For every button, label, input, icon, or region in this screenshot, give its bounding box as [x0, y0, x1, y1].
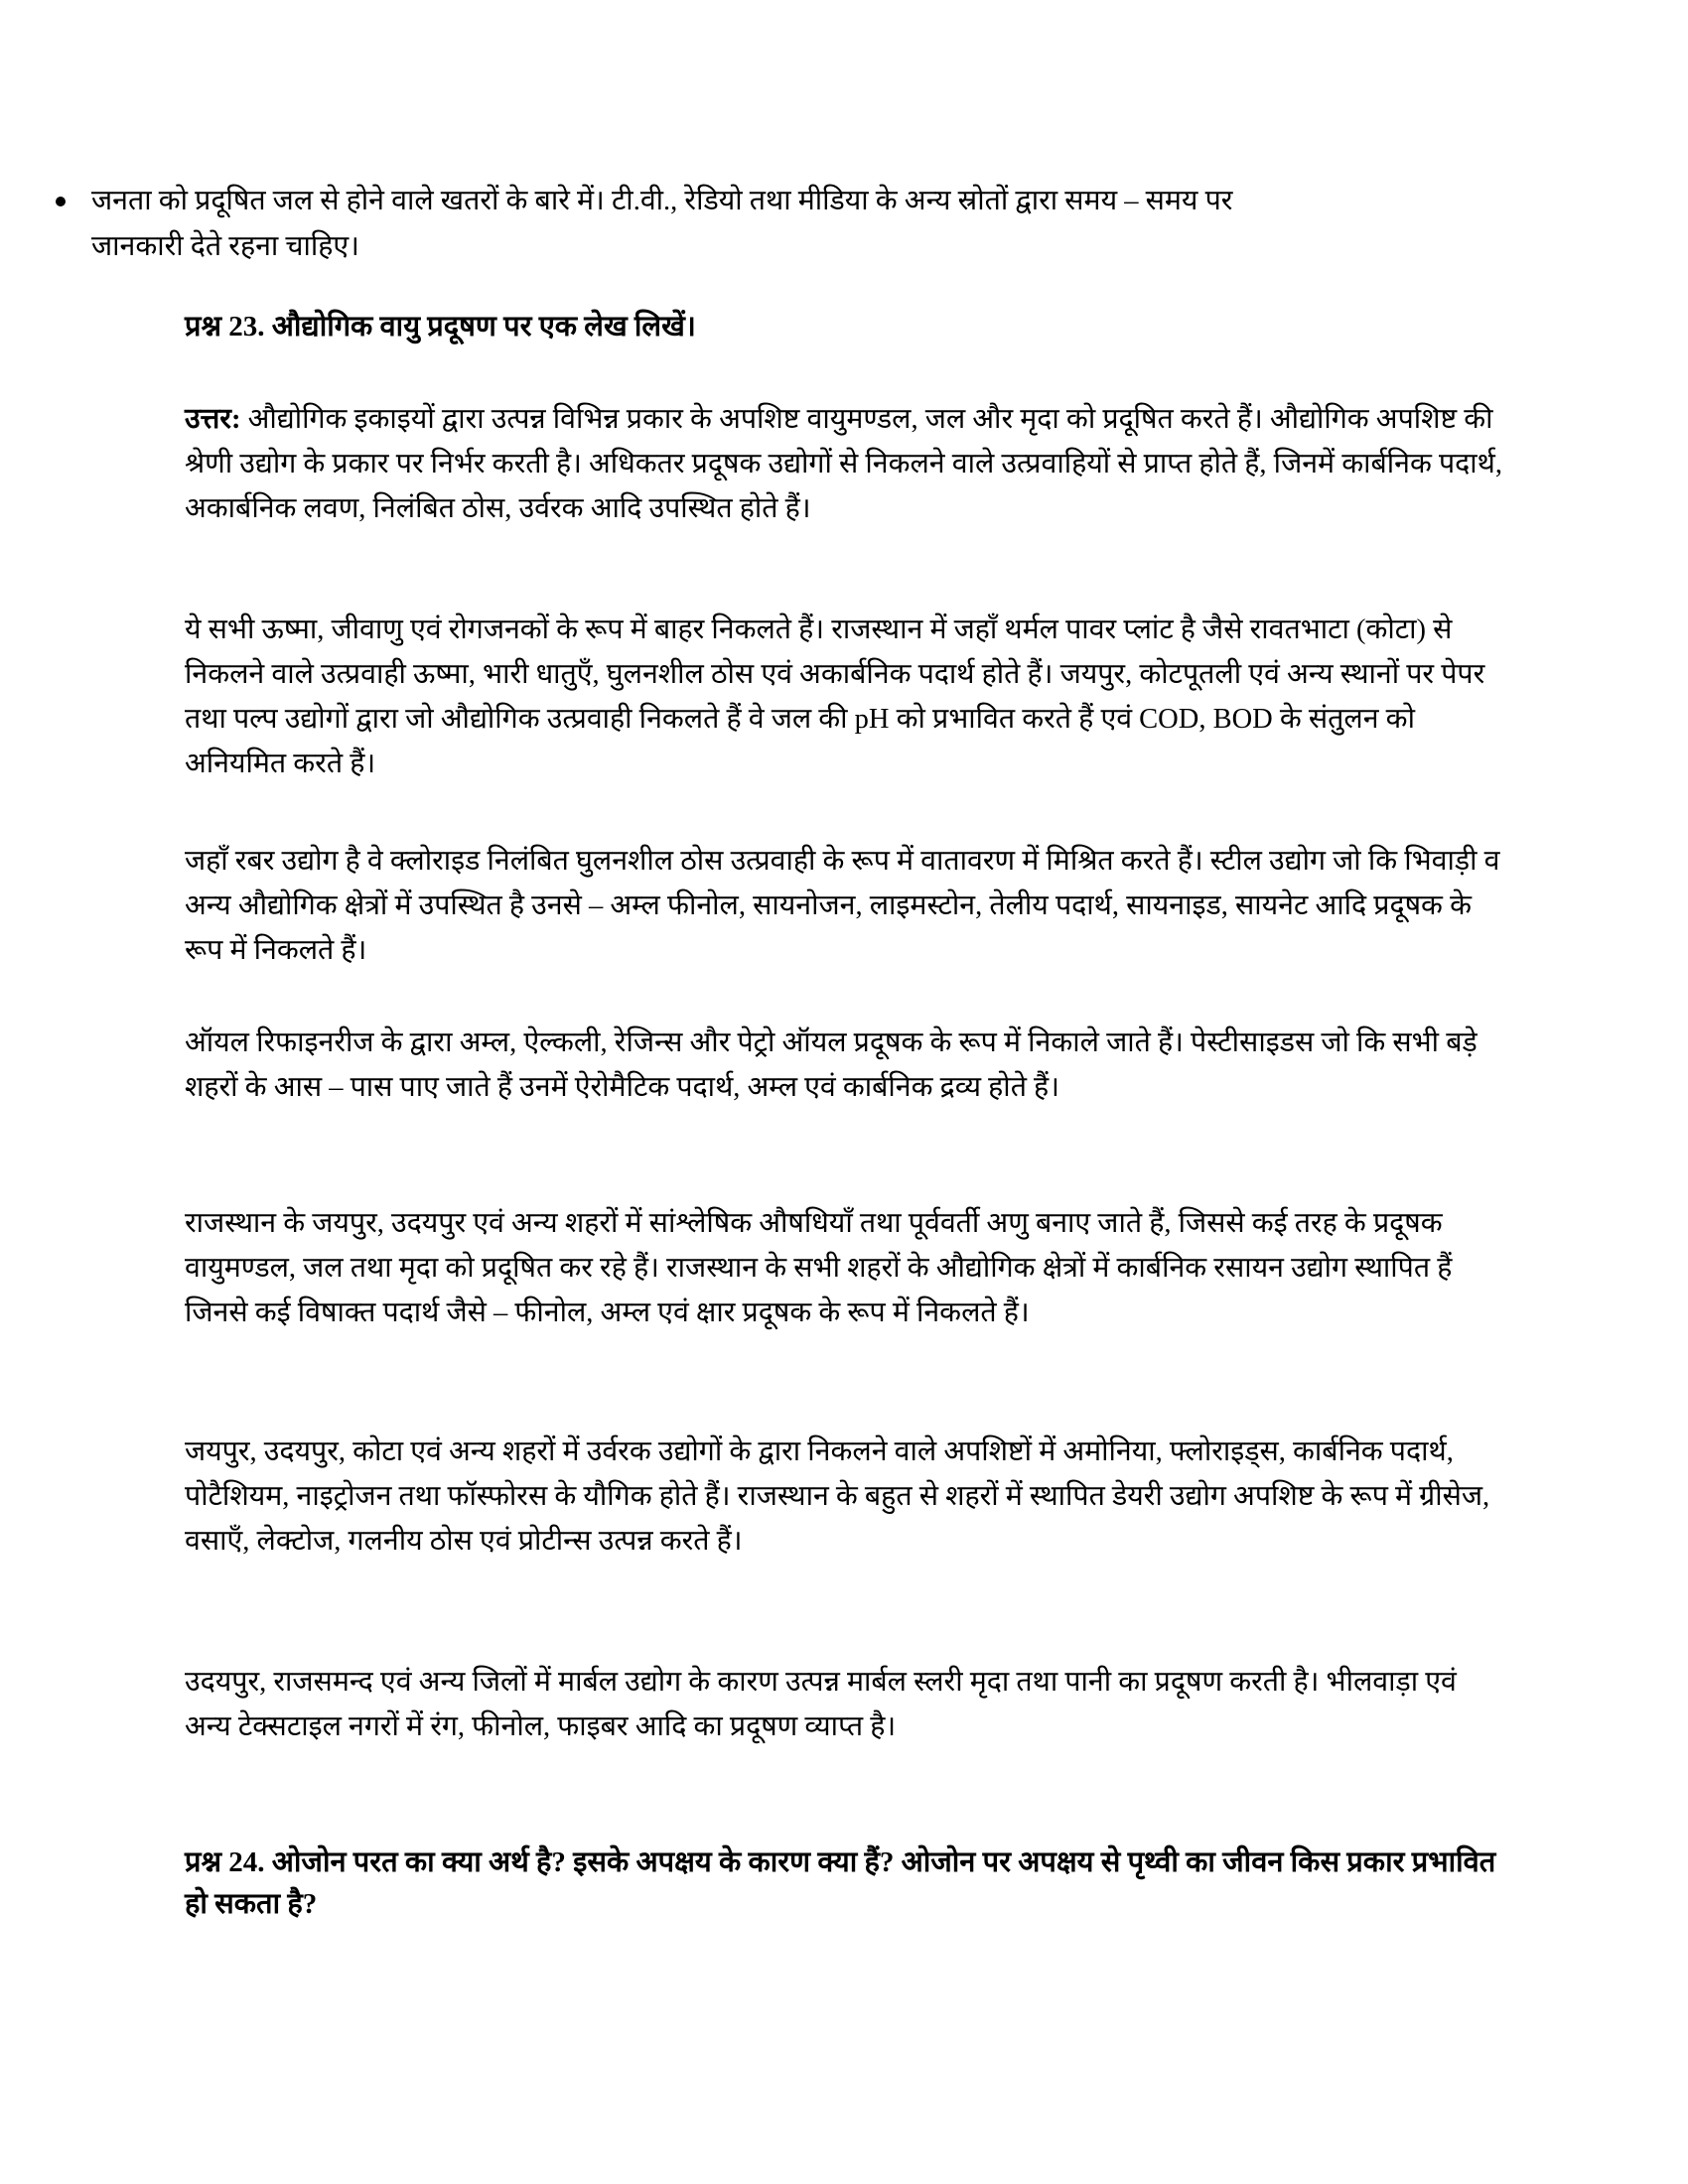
question-24-heading: प्रश्न 24. ओजोन परत का क्या अर्थ है? इसके अपक्षय के कारण क्या हैं? ओजोन पर अपक्षय से पृथ्वी का जीवन किस प्रकार प्रभावित हो सकता है? — [185, 1846, 1496, 1921]
answer-23-paragraph-4: ऑयल रिफाइनरीज के द्वारा अम्ल, ऐल्कली, रेजिन्स और पेट्रो ऑयल प्रदूषक के रूप में निकाले जाते हैं। पेस्टीसाइडस जो कि सभी बड़े शहरों के आस – पास पाए जाते हैं उनमें ऐरोमैटिक पदार्थ, अम्ल एवं कार्बनिक द्रव्य होते हैं। — [185, 1027, 1477, 1104]
answer-23-paragraph-6: जयपुर, उदयपुर, कोटा एवं अन्य शहरों में उर्वरक उद्योगों के द्वारा निकलने वाले अपशिष्टों में अमोनिया, फ्लोराइड्स, कार्बनिक पदार्थ, पोटैशियम, नाइट्रोजन तथा फॉस्फोरस के यौगिक होते हैं। राजस्थान के बहुत से शहरों में स्थापित डेयरी उद्योग अपशिष्ट के रूप में ग्रीसेज, वसाएँ, लेक्टोज, गलनीय ठोस एवं प्रोटीन्स उत्पन्न करते हैं। — [185, 1436, 1490, 1558]
answer-23-paragraph-2: ये सभी ऊष्मा, जीवाणु एवं रोगजनकों के रूप में बाहर निकलते हैं। राजस्थान में जहाँ थर्मल पावर प्लांट है जैसे रावतभाटा (कोटा) से निकलने वाले उत्प्रवाही ऊष्मा, भारी धातुएँ, घुलनशील ठोस एवं अकार्बनिक पदार्थ होते हैं। जयपुर, कोटपूतली एवं अन्य स्थानों पर पेपर तथा पल्प उद्योगों द्वारा जो औद्योगिक उत्प्रवाही निकलते हैं वे जल की pH को प्रभावित करते हैं एवं COD, BOD के संतुलन को अनियमित करते हैं। — [185, 614, 1485, 780]
answer-23-paragraph-3: जहाँ रबर उद्योग है वे क्लोराइड निलंबित घुलनशील ठोस उत्प्रवाही के रूप में वातावरण में मिश्रित करते हैं। स्टील उद्योग जो कि भिवाड़ी व अन्य औद्योगिक क्षेत्रों में उपस्थित है उनसे – अम्ल फीनोल, सायनोजन, लाइमस्टोन, तेलीय पदार्थ, सायनाइड, सायनेट आदि प्रदूषक के रूप में निकलते हैं। — [185, 846, 1500, 967]
answer-23-paragraph-1 — [185, 397, 1505, 531]
answer-23-paragraph-1-text: औद्योगिक इकाइयों द्वारा उत्पन्न विभिन्न प्रकार के अपशिष्ट वायुमण्डल, जल और मृदा को प्रदूषित करते हैं। औद्योगिक अपशिष्ट की श्रेणी उद्योग के प्रकार पर निर्भर करती है। अधिकतर प्रदूषक उद्योगों से निकलने वाले उत्प्रवाहियों से प्राप्त होते हैं, जिनमें कार्बनिक पदार्थ, अकार्बनिक लवण, निलंबित ठोस, उर्वरक आदि उपस्थित होते हैं। — [185, 404, 1502, 525]
answer-label: उत्तर: — [185, 404, 241, 435]
bullet-list — [40, 179, 1321, 269]
question-23-heading: प्रश्न 23. औद्योगिक वायु प्रदूषण पर एक लेख लिखें। — [185, 311, 696, 342]
list-item: जनता को प्रदूषित जल से होने वाले खतरों के बारे में। टी.वी., रेडियो तथा मीडिया के अन्य स्रोतों द्वारा समय – समय पर जानकारी देते रहना चाहिए। — [40, 179, 1321, 269]
answer-23-paragraph-5: राजस्थान के जयपुर, उदयपुर एवं अन्य शहरों में सांश्लेषिक औषधियाँ तथा पूर्ववर्ती अणु बनाए जाते हैं, जिससे कई तरह के प्रदूषक वायुमण्डल, जल तथा मृदा को प्रदूषित कर रहे हैं। राजस्थान के सभी शहरों के औद्योगिक क्षेत्रों में कार्बनिक रसायन उद्योग स्थापित हैं जिनसे कई विषाक्त पदार्थ जैसे – फीनोल, अम्ल एवं क्षार प्रदूषक के रूप में निकलते हैं। — [185, 1208, 1453, 1329]
answer-23-paragraph-7: उदयपुर, राजसमन्द एवं अन्य जिलों में मार्बल उद्योग के कारण उत्पन्न मार्बल स्लरी मृदा तथा पानी का प्रदूषण करती है। भीलवाड़ा एवं अन्य टेक्सटाइल नगरों में रंग, फीनोल, फाइबर आदि का प्रदूषण व्याप्त है। — [185, 1667, 1457, 1743]
